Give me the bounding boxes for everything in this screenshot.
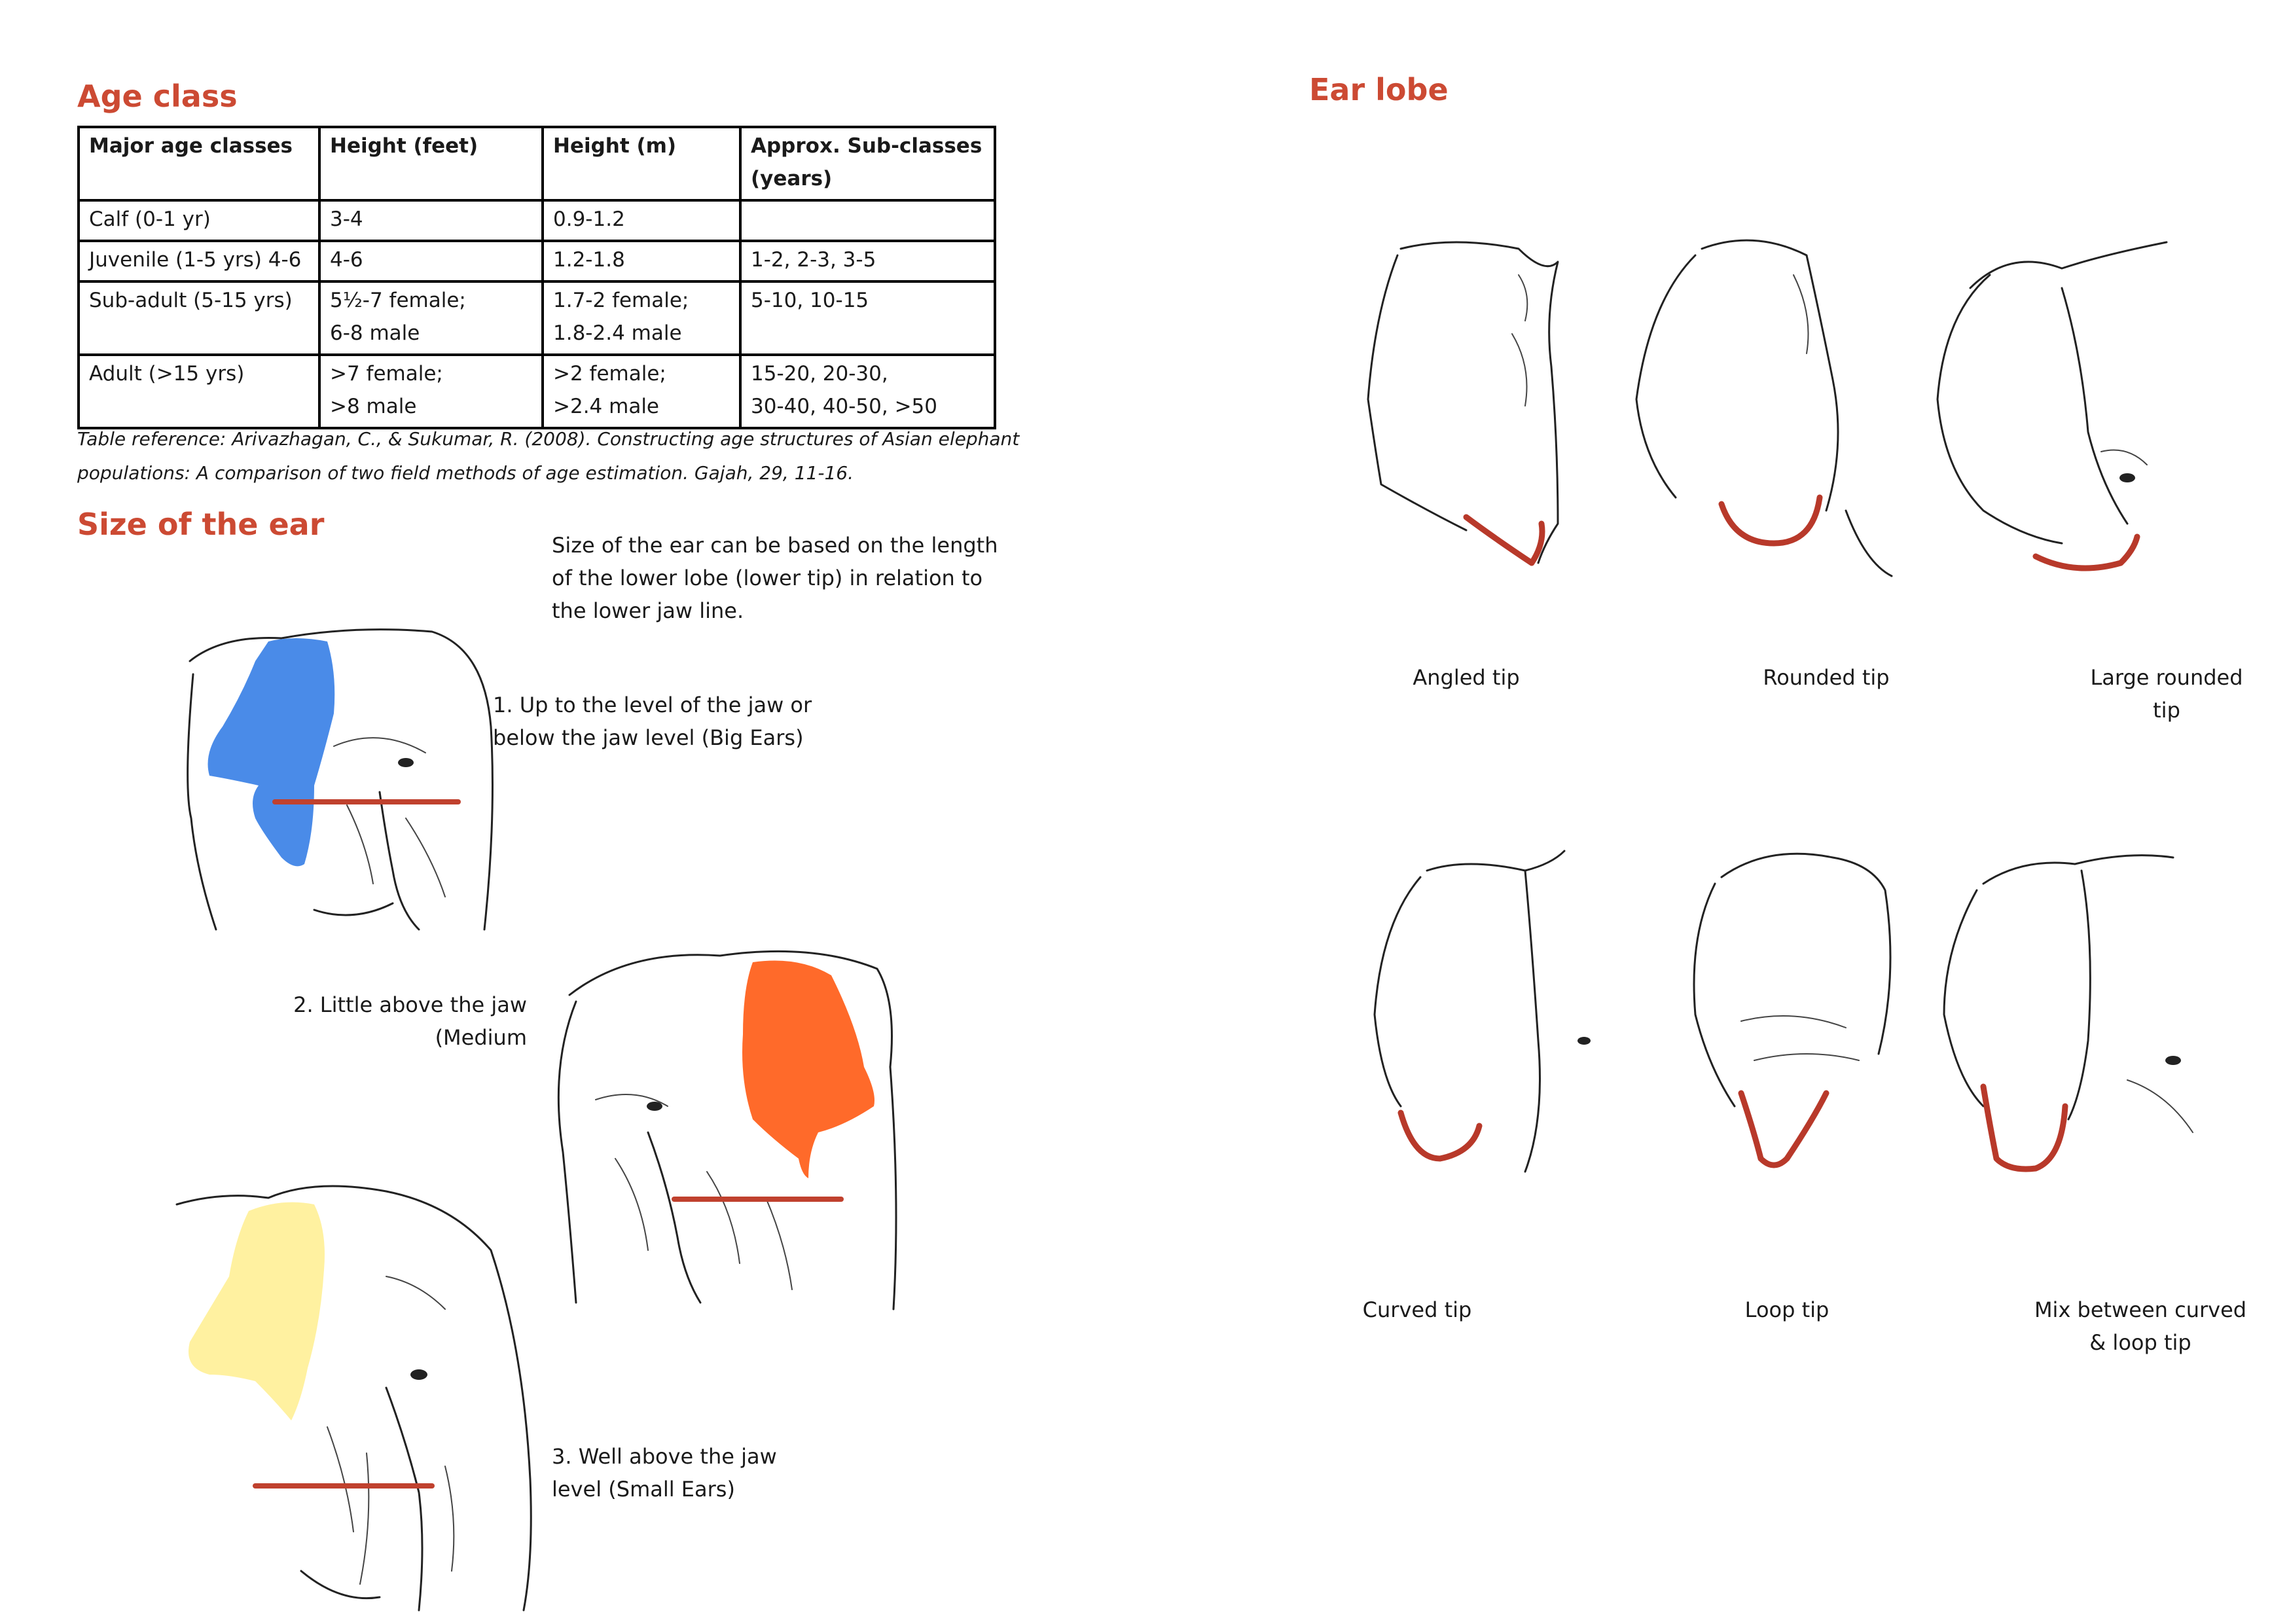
cell-feet [319,281,543,355]
mix-tip-lobe [1983,1087,2065,1169]
mix-tip-caption [2016,1293,2265,1359]
cell-line: >2.4 male [553,395,660,418]
caption-line: & loop tip [2089,1330,2191,1355]
age-class-table [77,126,996,429]
angled-tip-illustration [1361,236,1571,583]
loop-tip-illustration [1663,844,1911,1185]
eye-icon [647,1102,662,1111]
medium-ear-shape [742,961,874,1179]
cell-sub: 5-10, 10-15 [740,281,995,355]
rounded-tip-illustration [1623,236,1898,583]
cell-m: 1.2-1.8 [543,241,740,281]
cell-feet: 3-4 [319,200,543,241]
eye-icon [1577,1037,1591,1045]
reference-line: populations: A comparison of two field methods of age estimation. Gajah, 29, 11-16. [77,462,854,484]
small-ear-illustration [170,1178,537,1617]
cell-line: >7 female; [330,362,443,386]
table-row [79,355,995,428]
angled-tip-lobe [1466,517,1542,563]
curved-tip-illustration [1361,844,1610,1185]
caption-line: below the jaw level (Big Ears) [493,725,804,750]
large-rounded-tip-illustration [1931,236,2193,583]
caption-line: Large rounded [2090,665,2243,690]
cell-line: 5½-7 female; [330,289,466,312]
cell-feet [319,355,543,428]
cell-line: 15-20, 20-30, [751,362,888,386]
table-header-row [79,127,995,200]
caption-line: 3. Well above the jaw [552,1444,777,1469]
cell-line: >8 male [330,395,417,418]
big-ear-shape [208,638,335,866]
caption-line: level (Small Ears) [552,1477,735,1502]
loop-tip-caption [1695,1293,1879,1326]
header-major-age-classes: Major age classes [79,127,319,200]
eye-icon [398,758,414,767]
ear-lobe-heading: Ear lobe [1309,72,1449,107]
caption-line: 2. Little above the jaw [293,992,527,1017]
caption-line: tip [2153,698,2180,723]
header-height-m: Height (m) [543,127,740,200]
cell-m [543,281,740,355]
caption-line: Mix between curved [2034,1297,2247,1322]
table-reference [77,422,1019,490]
header-height-feet: Height (feet) [319,127,543,200]
eye-icon [2165,1056,2181,1065]
mix-tip-illustration [1931,844,2219,1185]
angled-tip-caption [1368,661,1564,694]
cell-line: 30-40, 40-50, >50 [751,395,937,418]
large-rounded-tip-caption [2068,661,2265,727]
small-ear-caption [552,1440,777,1506]
age-class-heading: Age class [77,79,238,114]
cell-class: Sub-adult (5-15 yrs) [79,281,319,355]
caption-line: 1. Up to the level of the jaw or [493,693,812,717]
intro-line: Size of the ear can be based on the length [552,533,998,558]
medium-ear-caption [288,988,527,1054]
rounded-tip-caption [1721,661,1931,694]
cell-feet: 4-6 [319,241,543,281]
table-row [79,281,995,355]
cell-class: Juvenile (1-5 yrs) 4-6 [79,241,319,281]
curved-tip-lobe [1401,1113,1479,1159]
table-row [79,241,995,281]
table-row [79,200,995,241]
cell-class: Calf (0-1 yr) [79,200,319,241]
loop-tip-lobe [1741,1093,1826,1165]
cell-m: 0.9-1.2 [543,200,740,241]
big-ear-caption [493,689,812,754]
header-sub-classes-text: Approx. Sub-classes (years) [751,134,982,190]
cell-line: >2 female; [553,362,666,386]
small-ear-shape [189,1202,325,1420]
cell-class: Adult (>15 yrs) [79,355,319,428]
big-ear-illustration [183,622,497,936]
caption-line: Rounded tip [1763,665,1890,690]
cell-sub [740,200,995,241]
reference-line: Table reference: Arivazhagan, C., & Sukumar, R. (2008). Constructing age structures of Asian elephant [77,428,1020,450]
cell-m [543,355,740,428]
cell-line: 6-8 male [330,321,420,345]
header-sub-classes [740,127,995,200]
cell-line: 1.8-2.4 male [553,321,682,345]
ear-size-heading: Size of the ear [77,507,325,542]
eye-icon [2119,473,2135,482]
cell-sub [740,355,995,428]
caption-line: (Medium [435,1025,527,1050]
eye-icon [410,1369,427,1380]
intro-line: of the lower lobe (lower tip) in relation to [552,566,983,590]
ear-size-intro [552,529,998,627]
medium-ear-illustration [550,936,903,1316]
cell-sub: 1-2, 2-3, 3-5 [740,241,995,281]
intro-line: the lower jaw line. [552,598,744,623]
cell-line: 1.7-2 female; [553,289,689,312]
caption-line: Curved tip [1362,1297,1472,1322]
rounded-tip-lobe [1721,497,1820,543]
curved-tip-caption [1322,1293,1512,1326]
caption-line: Angled tip [1413,665,1520,690]
caption-line: Loop tip [1744,1297,1829,1322]
